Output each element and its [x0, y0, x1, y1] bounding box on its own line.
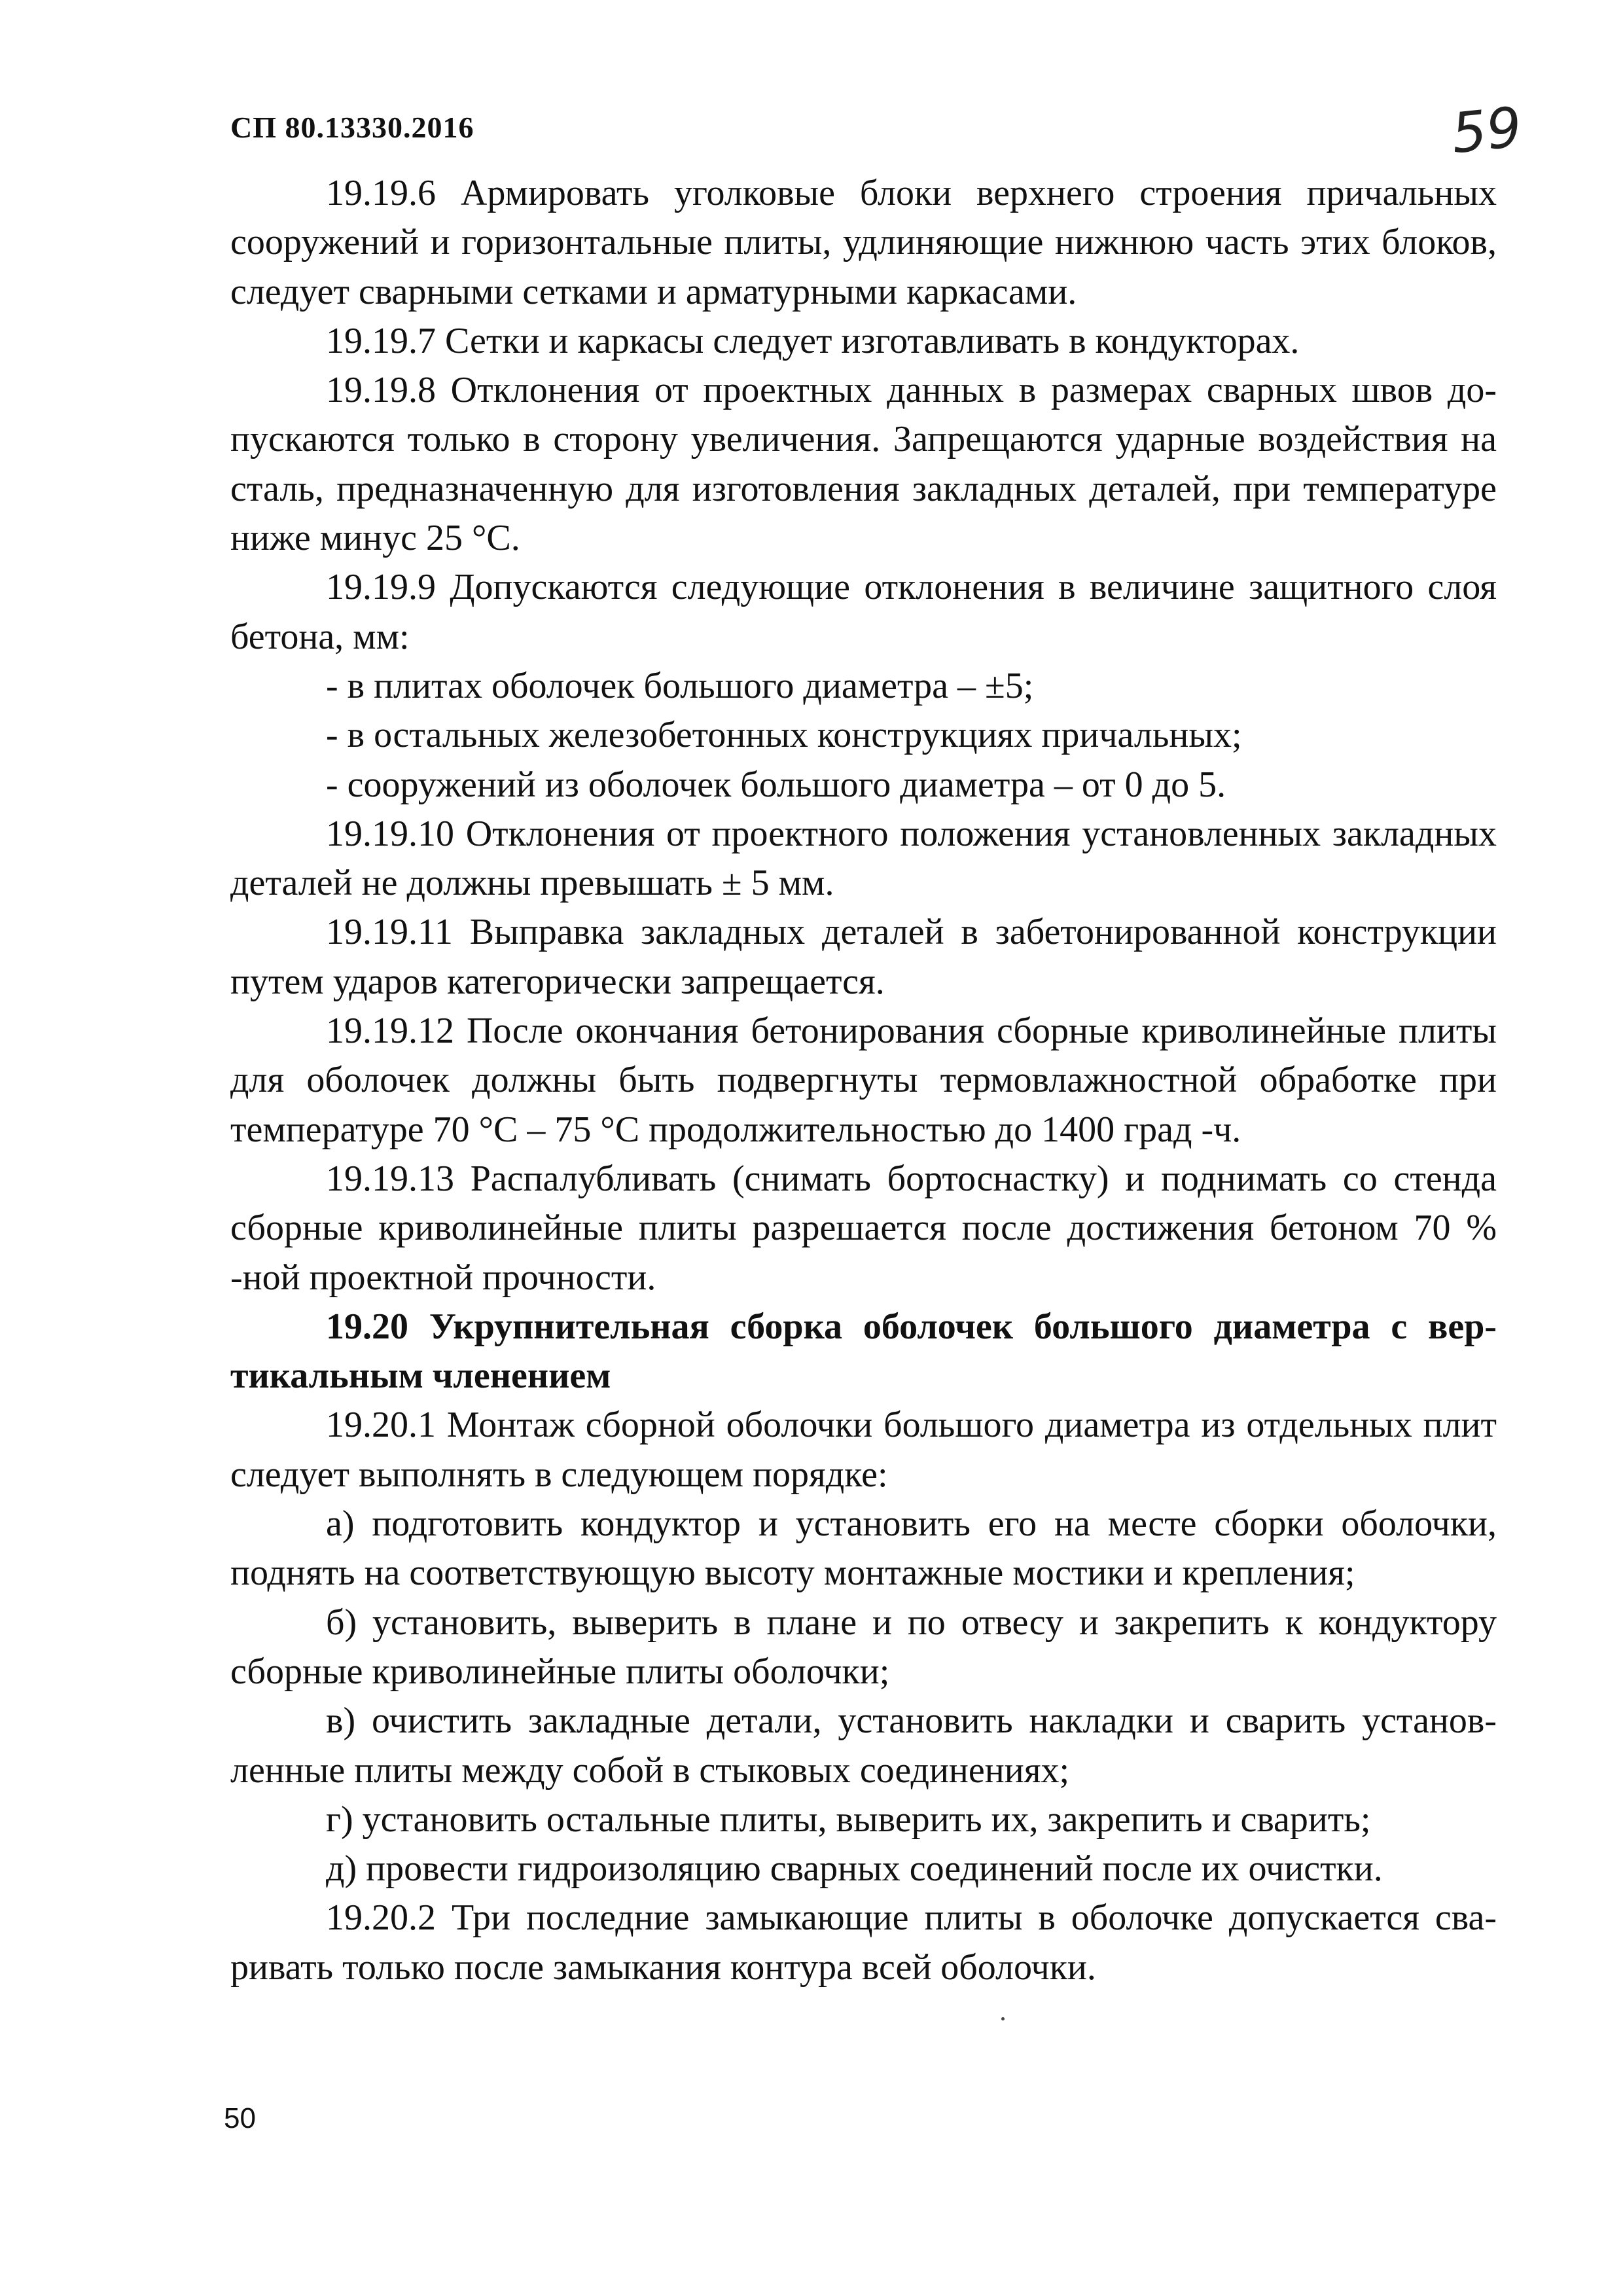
list-item: г) установить остальные плиты, выверить их, закрепить и сварить; — [326, 1799, 1371, 1840]
list-item: - сооружений из оболочек большого диаметра – от 0 до 5. — [326, 764, 1226, 805]
document-body — [230, 169, 1497, 1992]
page-number: 50 — [224, 2102, 256, 2134]
document-code: СП 80.13330.2016 — [230, 111, 474, 144]
list-item: б) установить, выверить в плане и по отвесу и закрепить к кондуктору сборные криволинейные плиты оболочки; — [230, 1602, 1497, 1692]
paragraph-19-20-1: 19.20.1 Монтаж сборной оболочки большого диаметра из отдельных плит следует выполнять в следующем порядке: — [230, 1405, 1497, 1495]
list-item: д) провести гидроизоляцию сварных соединений после их очистки. — [326, 1848, 1383, 1890]
paragraph-19-19-10: 19.19.10 Отклонения от проектного положения установленных закладных деталей не должны превышать ± 5 мм. — [230, 813, 1497, 904]
list-item: - в плитах оболочек большого диаметра – ±5; — [326, 665, 1034, 706]
paragraph-19-19-8: 19.19.8 Отклонения от проектных данных в размерах сварных швов допускаются только в сторону увеличения. Запрещаются ударные воздействия на сталь, предназначенную для изготовления закладных деталей, при температуре ниже минус 25 °С. — [230, 370, 1497, 559]
paragraph-19-19-13: 19.19.13 Распалубливать (снимать бортоснастку) и поднимать со стенда сборные криволинейные плиты разрешается после достижения бетоном 70 % -ной проектной прочности. — [230, 1158, 1497, 1298]
list-item: - в остальных железобетонных конструкциях причальных; — [326, 715, 1242, 756]
paragraph-19-19-11: 19.19.11 Выправка закладных деталей в забетонированной конструкции путем ударов категорически запрещается. — [230, 912, 1497, 1002]
section-heading-19-20: 19.20 Укрупнительная сборка оболочек большого диаметра с вертикальным членением — [230, 1306, 1497, 1397]
list-item: в) очистить закладные детали, установить накладки и сварить установленные плиты между собой в стыковых соединениях; — [230, 1700, 1497, 1791]
list-item: а) подготовить кондуктор и установить его на месте сборки оболочки, поднять на соответствующую высоту монтажные мостики и крепления; — [230, 1503, 1497, 1594]
paragraph-19-19-12: 19.19.12 После окончания бетонирования сборные криволинейные плиты для оболочек должны быть подвергнуты термовлажностной обработке при температуре 70 °С – 75 °С продолжительностью до 1400 град -ч. — [230, 1011, 1497, 1150]
handwritten-page-number: 59 — [1448, 94, 1525, 166]
scan-speck — [1001, 2017, 1005, 2020]
paragraph-19-19-7: 19.19.7 Сетки и каркасы следует изготавливать в кондукторах. — [326, 320, 1300, 361]
paragraph-19-19-9: 19.19.9 Допускаются следующие отклонения в величине защитного слоя бетона, мм: — [230, 567, 1497, 657]
paragraph-19-19-6: 19.19.6 Армировать уголковые блоки верхнего строения причальных сооружений и горизонтальные плиты, удлиняющие нижнюю часть этих блоков, следует сварными сетками и арматурными каркасами. — [230, 173, 1497, 312]
paragraph-19-20-2: 19.20.2 Три последние замыкающие плиты в оболочке допускается сваривать только после замыкания контура всей оболочки. — [230, 1897, 1497, 1988]
